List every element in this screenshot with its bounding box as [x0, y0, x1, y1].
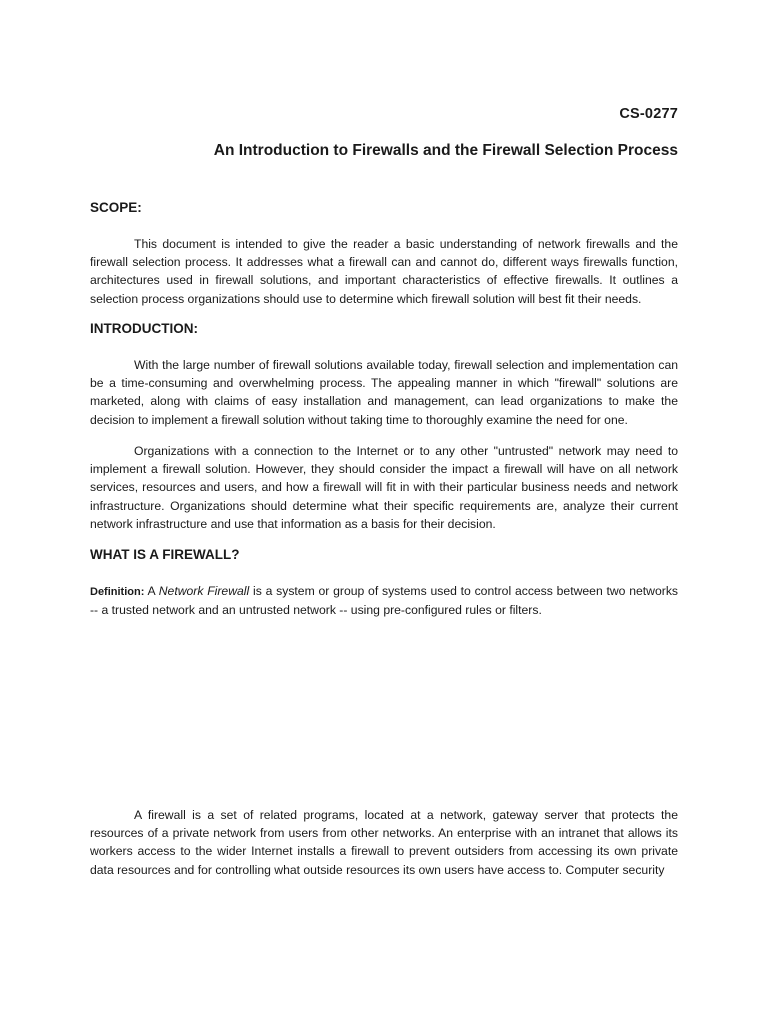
definition-text: is a system or group of systems used to control access between two networks -- a trusted network and an untrusted network -- using pre-configured rules or filters.: [90, 584, 679, 618]
introduction-paragraph-2: Organizations with a connection to the Internet or to any other "untrusted" network may need to implement a firewall solution. However, they should consider the impact a firewall will have on all network services, resources and users, and how a firewall will fit in with their particular business needs and network infrastructure. Organizations should determine what their specific requirements are, analyze their current network infrastructure and use that information as a basis for their decision.: [90, 444, 678, 531]
introduction-paragraph-1: With the large number of firewall solutions available today, firewall selection and implementation can be a time-consuming and overwhelming process. The appealing manner in which "firewall" solutions are marketed, along with claims of easy installation and management, can lead organizations to make the decision to implement a firewall solution without taking time to thoroughly examine the need for one.: [90, 358, 678, 427]
introduction-heading: INTRODUCTION:: [90, 321, 198, 336]
firewall-description-paragraph: A firewall is a set of related programs, located at a network, gateway server that protects the resources of a private network from users from other networks. An enterprise with an intranet that allows its workers access to the wider Internet installs a firewall to prevent outsiders from accessing its own private data resources and for controlling what outside resources its own users have access to. Computer security: [90, 808, 678, 877]
document-id: CS-0277: [619, 106, 678, 122]
scope-paragraph: This document is intended to give the reader a basic understanding of network firewalls and the firewall selection process. It addresses what a firewall can and cannot do, different ways firewalls function, architectures used in firewall solutions, and important characteristics of effective firewalls. It outlines a selection process organizations should use to determine which firewall solution will best fit their needs.: [90, 237, 678, 306]
definition-article: A: [147, 584, 155, 598]
scope-heading: SCOPE:: [90, 200, 142, 215]
what-is-firewall-heading: WHAT IS A FIREWALL?: [90, 547, 240, 562]
document-title: An Introduction to Firewalls and the Firewall Selection Process: [213, 142, 678, 159]
firewall-definition: [90, 582, 678, 619]
blank-figure-area: [90, 630, 678, 790]
definition-term: Network Firewall: [158, 584, 250, 598]
definition-label: Definition:: [90, 586, 145, 598]
